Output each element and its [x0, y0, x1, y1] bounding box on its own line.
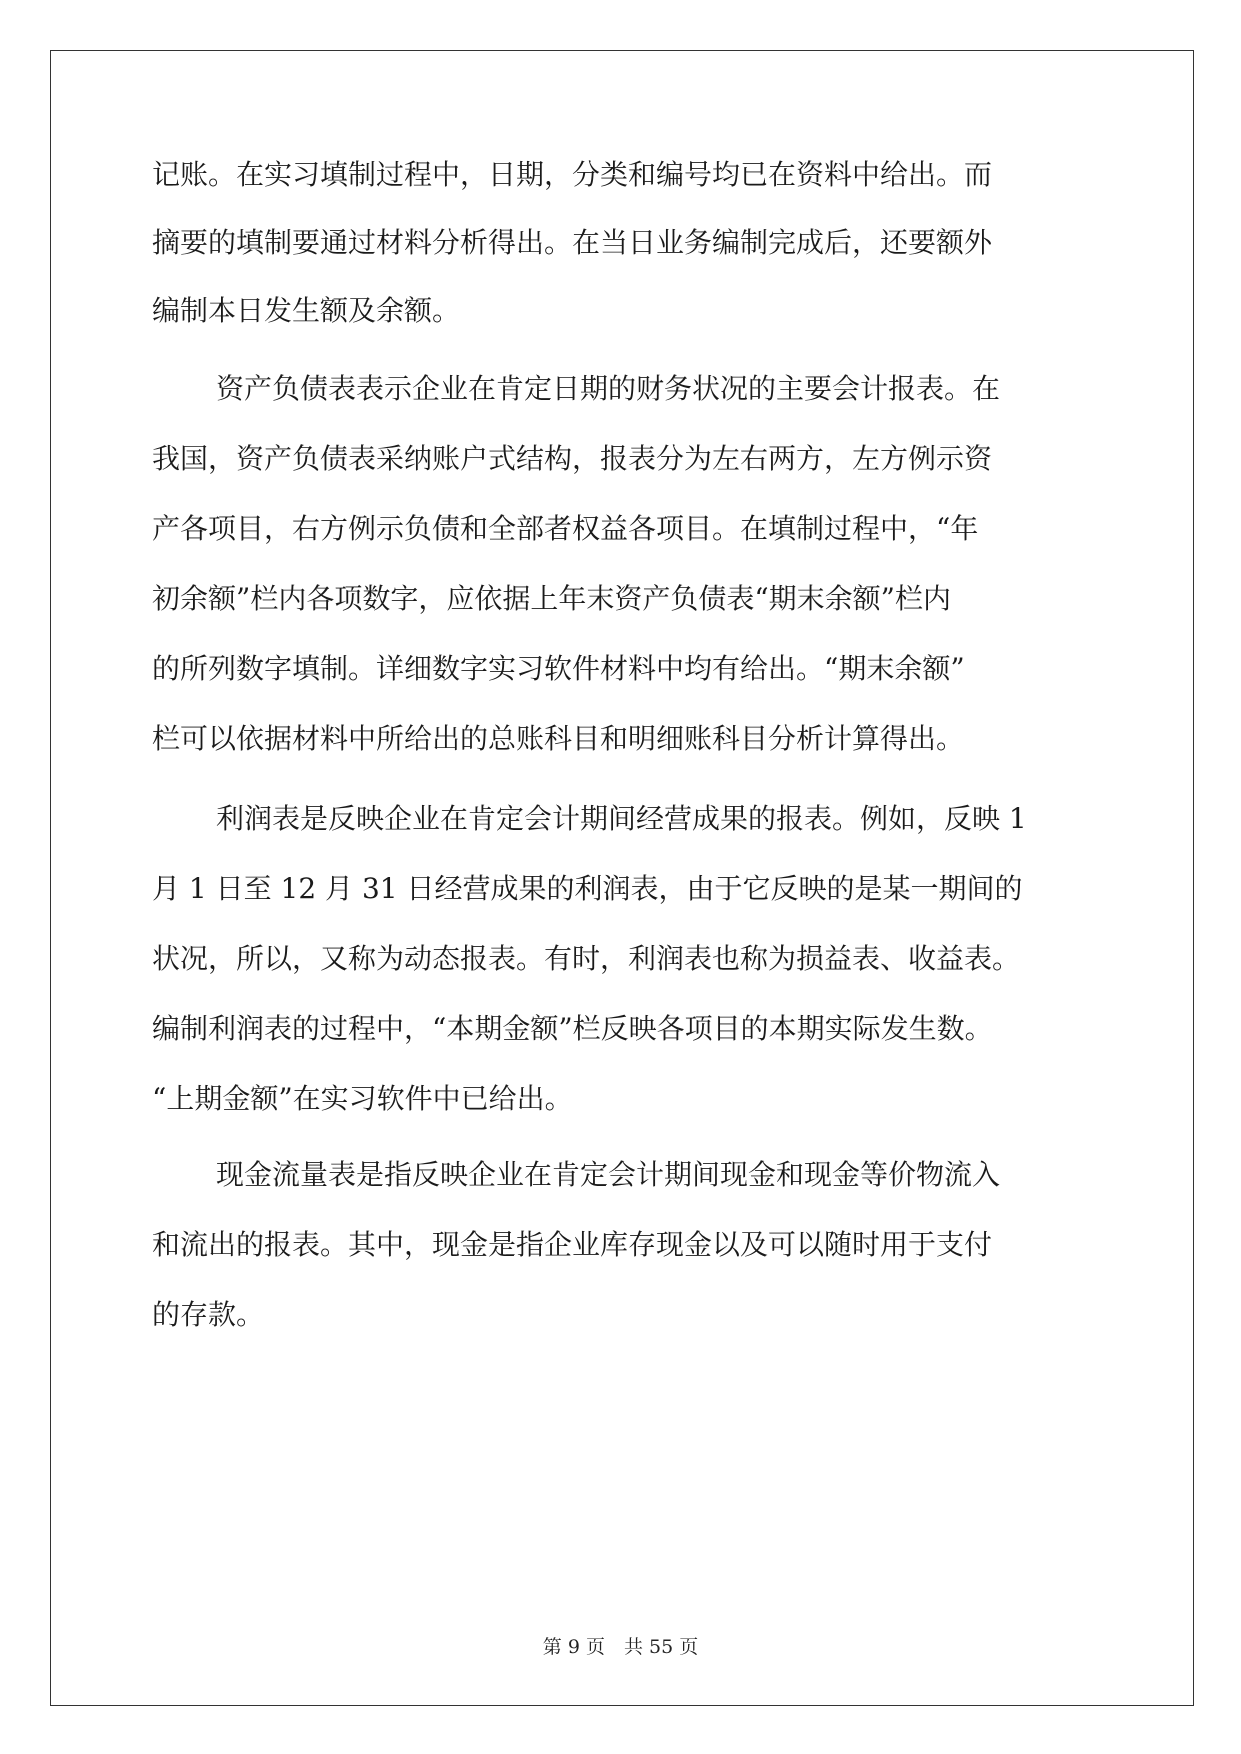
- text-line: 编制利润表的过程中，“本期金额”栏反映各项目的本期实际发生数。: [152, 1012, 993, 1045]
- text-line: 资产负债表表示企业在肯定日期的财务状况的主要会计报表。在: [216, 372, 1001, 405]
- text-line: 我国，资产负债表采纳账户式结构，报表分为左右两方，左方例示资: [152, 442, 993, 475]
- page-number: 第 9 页 共 55 页: [542, 1636, 699, 1658]
- text-line: 产各项目，右方例示负债和全部者权益各项目。在填制过程中，“年: [152, 512, 979, 545]
- text-line: “上期金额”在实习软件中已给出。: [152, 1082, 573, 1115]
- text-line: 栏可以依据材料中所给出的总账科目和明细账科目分析计算得出。: [152, 722, 965, 755]
- text-line: 利润表是反映企业在肯定会计期间经营成果的报表。例如，反映 1: [216, 802, 1027, 835]
- text-line: 记账。在实习填制过程中，日期，分类和编号均已在资料中给出。而: [152, 158, 993, 191]
- text-line: 现金流量表是指反映企业在肯定会计期间现金和现金等价物流入: [216, 1158, 1001, 1191]
- text-line: 月 1 日至 12 月 31 日经营成果的利润表，由于它反映的是某一期间的: [152, 872, 1023, 905]
- text-line: 的所列数字填制。详细数字实习软件材料中均有给出。“期末余额”: [152, 652, 965, 685]
- text-line: 摘要的填制要通过材料分析得出。在当日业务编制完成后，还要额外: [152, 226, 993, 259]
- text-line: 和流出的报表。其中，现金是指企业库存现金以及可以随时用于支付: [152, 1228, 993, 1261]
- text-line: 编制本日发生额及余额。: [152, 294, 461, 327]
- text-line: 初余额”栏内各项数字，应依据上年末资产负债表“期末余额”栏内: [152, 582, 951, 615]
- text-line: 状况，所以，又称为动态报表。有时，利润表也称为损益表、收益表。: [152, 942, 1021, 975]
- text-line: 的存款。: [152, 1298, 265, 1331]
